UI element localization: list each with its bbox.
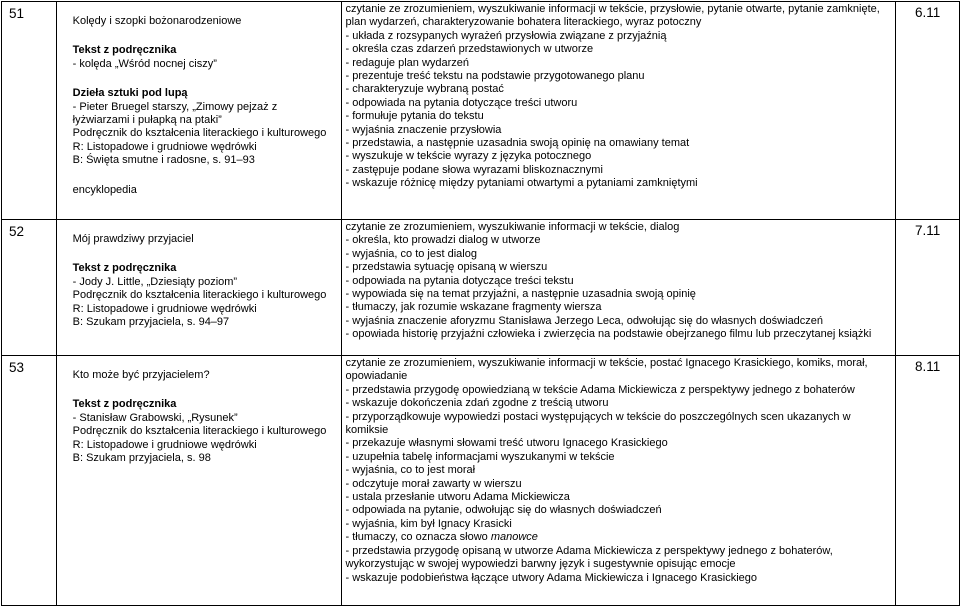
text-item: B: Szukam przyjaciela, s. 98 [72,452,211,465]
goal-line: - przedstawia, a następnie uzasadnia swoją opinię na omawiany temat [345,137,690,150]
goal-line: - odpowiada na pytanie, odwołując się do własnych doświadczeń [345,504,662,517]
goal-line: czytanie ze zrozumieniem, wyszukiwanie informacji w tekście, postać Ignacego Krasickiego, komiks, morał, [345,357,868,369]
goal-line: komiksie [345,424,389,437]
goal-line: - wyjaśnia znaczenie przysłowia [345,123,502,136]
goal-line: wykorzystując w swojej wypowiedzi barwny język i sugestywnie opisując emocje [345,558,736,571]
goal-line: - wyjaśnia, co to jest morał [345,464,476,477]
art-line: R: Listopadowe i grudniowe wędrówki [72,140,257,153]
goal-line: - przedstawia przygodę opisaną w utworze Adama Mickiewicza z perspektywy jednego z bohaterów, [345,544,833,557]
goal-line: - wyjaśnia znaczenie aforyzmu Stanisława Jerzego Leca, odwołując się do własnych doświadczeń [345,314,824,327]
goal-line: - przedstawia przygodę opowiedzianą w tekście Adama Mickiewicza z perspektywy jednego z bohaterów [345,383,855,396]
lesson-goals-cell [341,220,896,356]
lesson-topic-cell [56,2,341,220]
table-row-53 [2,356,960,606]
goal-line-text: - tłumaczy, co oznacza słowo [345,531,491,544]
lesson-goals-cell [341,356,896,606]
text-item: Podręcznik do kształcenia literackiego i kulturowego [72,425,327,438]
goal-line: - odpowiada na pytania dotyczące treści utworu [345,96,578,109]
goal-line: plan wydarzeń, charakteryzowanie bohatera literackiego, wyraz potoczny [345,16,702,29]
text-item: R: Listopadowe i grudniowe wędrówki [72,302,257,315]
lesson-title: Kto może być przyjacielem? [72,369,210,381]
goal-line: - wskazuje podobieństwa łączące utwory Adama Mickiewicza i Ignacego Krasickiego [345,571,757,584]
text-item: - Stanisław Grabowski, „Rysunek” [72,411,238,424]
goal-line: - układa z rozsypanych wyrażeń przysłowia związane z przyjaźnią [345,29,667,42]
lesson-title: Kolędy i szopki bożonarodzeniowe [72,15,242,27]
goal-line: - tłumaczy, jak rozumie wskazane fragmenty wiersza [345,301,602,314]
goal-line: - przyporządkowuje wypowiedzi postaci występujących w tekście do poszczególnych scen ukazanych w [345,410,851,423]
lesson-plan-table [1,1,960,606]
table-row-51 [2,2,960,220]
goal-line: - odpowiada na pytania dotyczące treści tekstu [345,274,574,287]
goal-line: - formułuje pytania do tekstu [345,110,484,123]
goal-line: - określa, kto prowadzi dialog w utworze [345,234,541,247]
lesson-number: 53 [2,356,57,606]
lesson-topic-cell [56,220,341,356]
goal-line: - odczytuje morał zawarty w wierszu [345,477,522,490]
lesson-date: 7.11 [896,220,960,356]
text-item: - Jody J. Little, „Dziesiąty poziom” [72,275,238,288]
text-item: B: Szukam przyjaciela, s. 94–97 [72,316,230,329]
goal-line: - zastępuje podane słowa wyrazami bliskoznacznymi [345,163,603,176]
encyclopedia-label: encyklopedia [72,183,137,196]
art-line: B: Święta smutne i radosne, s. 91–93 [72,154,255,167]
table-row-52 [2,220,960,356]
goal-line: czytanie ze zrozumieniem, wyszukiwanie informacji w tekście, przysłowie, pytanie otwarte, pytanie zamknięte, [345,3,880,15]
goal-line: - prezentuje treść tekstu na podstawie przygotowanego planu [345,70,645,83]
goal-line: opowiadanie [345,370,408,383]
lesson-date: 8.11 [896,356,960,606]
goal-line: - określa czas zdarzeń przedstawionych w utworze [345,43,594,56]
goal-line: - charakteryzuje wybraną postać [345,83,504,96]
textbook-heading: Tekst z podręcznika [72,398,177,411]
lesson-date: 6.11 [896,2,960,220]
goal-line: - redaguje plan wydarzeń [345,56,470,69]
text-item: - kolęda „Wśród nocnej ciszy” [72,57,217,70]
goal-line: - przekazuje własnymi słowami treść utworu Ignacego Krasickiego [345,437,668,450]
textbook-heading: Tekst z podręcznika [72,262,177,275]
text-item: R: Listopadowe i grudniowe wędrówki [72,438,257,451]
goal-line: - wskazuje różnicę między pytaniami otwartymi a pytaniami zamkniętymi [345,177,698,190]
goal-line: czytanie ze zrozumieniem, wyszukiwanie informacji w tekście, dialog [345,221,680,233]
art-line: - Pieter Bruegel starszy, „Zimowy pejzaż z [72,100,278,113]
lesson-goals-cell [341,2,896,220]
goal-line: - wyjaśnia, co to jest dialog [345,247,477,260]
lesson-topic-cell [56,356,341,606]
goal-line: - wskazuje dokończenia zdań zgodne z treścią utworu [345,397,609,410]
goal-line: - przedstawia sytuację opisaną w wierszu [345,261,548,274]
lesson-number: 52 [2,220,57,356]
goal-line: - ustala przesłanie utworu Adama Mickiewicza [345,491,570,504]
goal-line [346,531,892,544]
art-heading: Dzieła sztuki pod lupą [72,87,188,100]
lesson-title: Mój prawdziwy przyjaciel [72,233,194,245]
goal-line: - uzupełnia tabelę informacjami wyszukanymi w tekście [345,450,615,463]
goal-line: - wypowiada się na temat przyjaźni, a następnie uzasadnia swoją opinię [345,288,696,301]
text-item: Podręcznik do kształcenia literackiego i kulturowego [72,289,327,302]
italic-word: manowce [490,531,538,544]
goal-line: - opowiada historię przyjaźni człowieka i zwierzęcia na podstawie obejrzanego filmu lub przeczytanej książki [345,328,872,341]
art-line: łyżwiarzami i pułapką na ptaki” [72,114,222,127]
lesson-number: 51 [2,2,57,220]
goal-line: - wyszukuje w tekście wyrazy z języka potocznego [345,150,592,163]
goal-line: - wyjaśnia, kim był Ignacy Krasicki [345,517,512,530]
art-line: Podręcznik do kształcenia literackiego i kulturowego [72,127,327,140]
textbook-heading: Tekst z podręcznika [72,44,177,57]
